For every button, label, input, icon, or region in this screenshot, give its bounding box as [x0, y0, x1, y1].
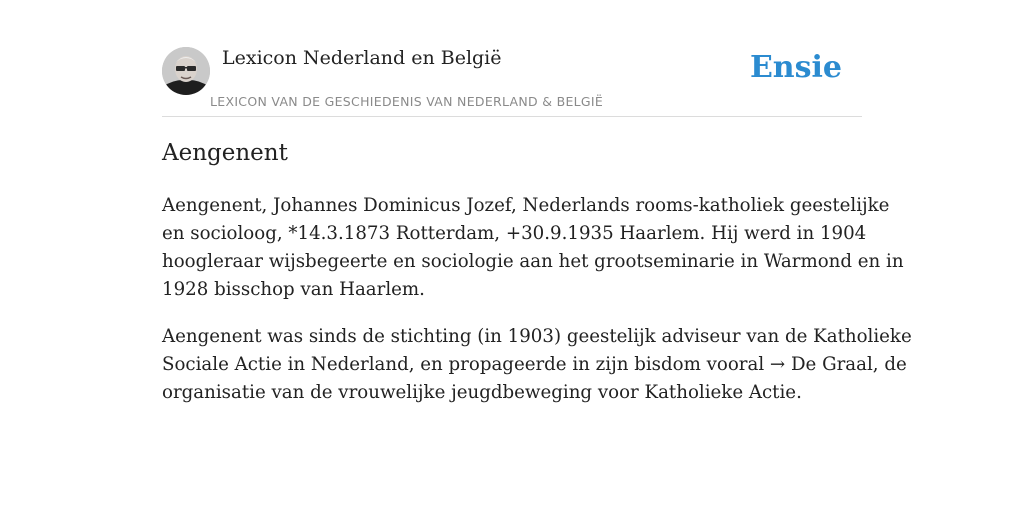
author-avatar[interactable] — [162, 47, 210, 95]
paragraph-line: organisatie van de vrouwelijke jeugdbeweging voor Katholieke Actie. — [162, 382, 802, 403]
paragraph-line: en socioloog, *14.3.1873 Rotterdam, +30.9.1935 Haarlem. Hij werd in 1904 — [162, 223, 867, 244]
paragraph-line: Aengenent, Johannes Dominicus Jozef, Nederlands rooms-katholiek geestelijke — [162, 195, 890, 216]
article-title: Aengenent — [162, 140, 288, 166]
header — [162, 40, 862, 117]
paragraph-2 — [162, 323, 912, 407]
paragraph-1 — [162, 192, 904, 304]
avatar-portrait-icon — [162, 47, 210, 95]
brand-logo[interactable]: Ensie — [749, 50, 842, 85]
site-title[interactable]: Lexicon Nederland en België — [222, 47, 502, 69]
paragraph-line: 1928 bisschop van Haarlem. — [162, 279, 425, 300]
site-subtitle: LEXICON VAN DE GESCHIEDENIS VAN NEDERLAND & BELGIË — [210, 94, 604, 109]
paragraph-line: Aengenent was sinds de stichting (in 1903) geestelijk adviseur van de Katholieke — [162, 326, 912, 347]
article-body — [162, 192, 912, 426]
paragraph-line: hoogleraar wijsbegeerte en sociologie aan het grootseminarie in Warmond en in — [162, 251, 904, 272]
paragraph-line: Sociale Actie in Nederland, en propageerde in zijn bisdom vooral → De Graal, de — [162, 354, 907, 375]
